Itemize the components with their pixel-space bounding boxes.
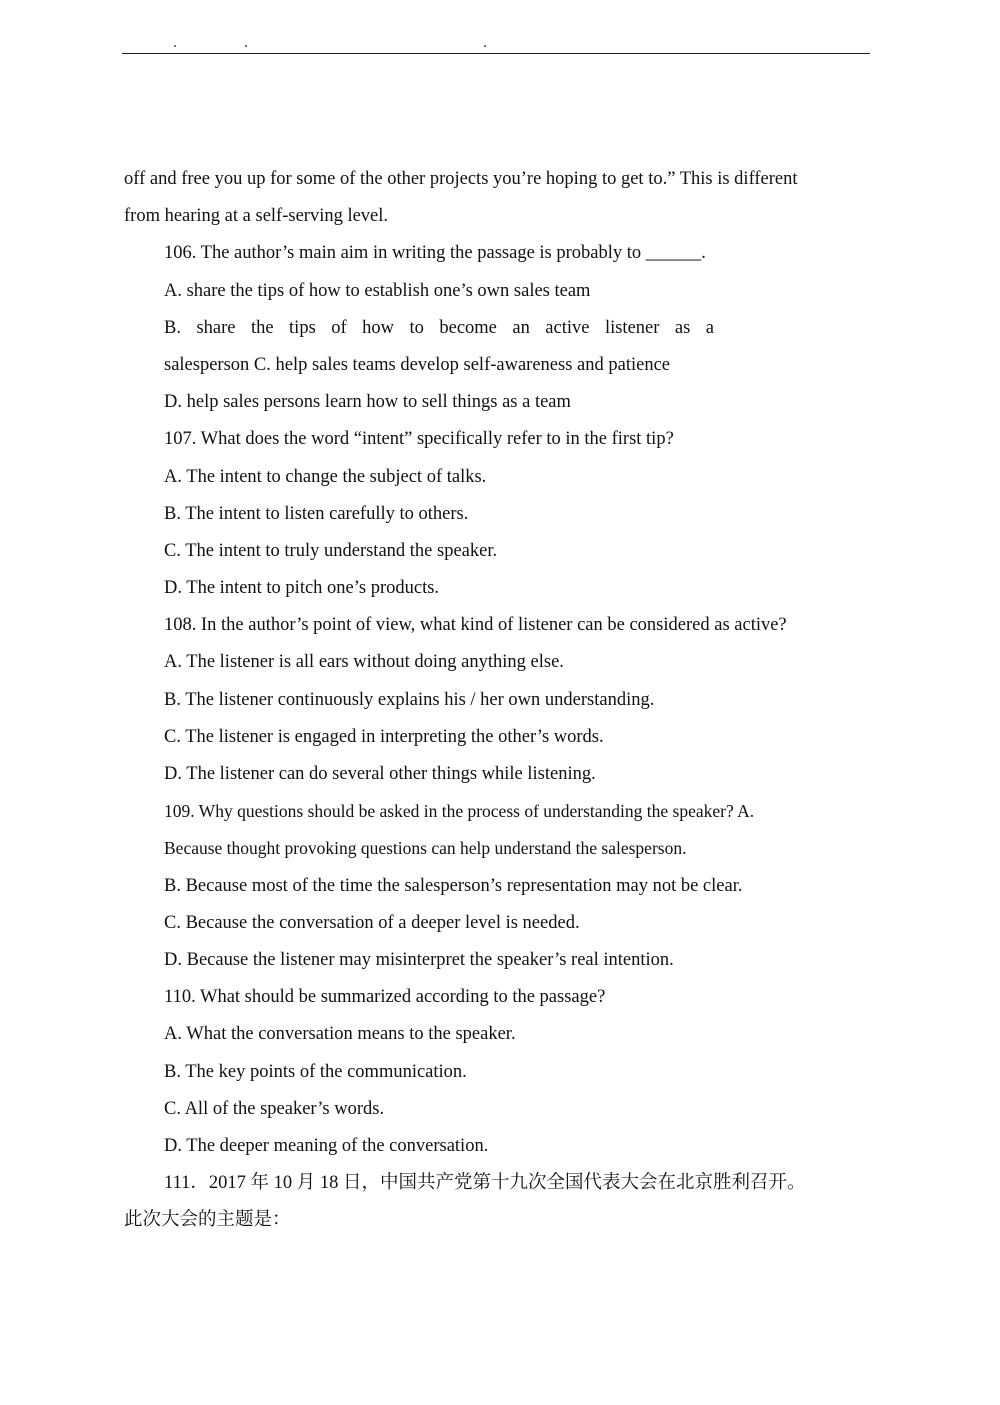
answer-option: B. share the tips of how to become an active listener as a	[164, 317, 714, 338]
answer-option: salesperson C. help sales teams develop self-awareness and patience	[164, 354, 670, 375]
answer-option: D. The listener can do several other things while listening.	[164, 764, 596, 784]
answer-option: D. The deeper meaning of the conversation.	[164, 1135, 489, 1156]
document-body	[124, 161, 864, 1239]
answer-option: B. Because most of the time the salesperson’s representation may not be clear.	[164, 875, 743, 896]
passage-line: off and free you up for some of the other projects you’re hoping to get to.” This is different	[124, 169, 798, 189]
answer-option: A. share the tips of how to establish one’s own sales team	[164, 280, 591, 301]
answer-option: B. The intent to listen carefully to others.	[164, 503, 469, 524]
question-stem: 109. Why questions should be asked in the process of understanding the speaker? A.	[164, 801, 755, 822]
question-stem: 此次大会的主题是：	[124, 1210, 291, 1231]
answer-option: Because thought provoking questions can help understand the salesperson.	[164, 838, 687, 859]
question-stem: 107. What does the word “intent” specifically refer to in the first tip?	[164, 429, 674, 450]
question-stem: 111．2017 年 10 月 18 日，中国共产党第十九次全国代表大会在北京胜利召开。	[164, 1173, 806, 1194]
header-dot	[245, 45, 247, 47]
answer-option: D. help sales persons learn how to sell things as a team	[164, 392, 571, 413]
header-dot	[484, 45, 486, 47]
question-stem: 108. In the author’s point of view, what kind of listener can be considered as active?	[164, 615, 787, 636]
answer-option: C. The listener is engaged in interpreting the other’s words.	[164, 726, 604, 747]
answer-option: C. Because the conversation of a deeper level is needed.	[164, 912, 580, 933]
answer-option: A. The listener is all ears without doing anything else.	[164, 652, 564, 673]
answer-option: A. The intent to change the subject of talks.	[164, 466, 487, 487]
answer-option: C. The intent to truly understand the speaker.	[164, 540, 498, 561]
answer-option: B. The key points of the communication.	[164, 1061, 467, 1082]
header-dot	[174, 45, 176, 47]
question-stem: 106. The author’s main aim in writing the passage is probably to ______.	[164, 243, 706, 264]
answer-option: D. Because the listener may misinterpret the speaker’s real intention.	[164, 949, 674, 970]
answer-option: A. What the conversation means to the speaker.	[164, 1024, 516, 1045]
answer-option: C. All of the speaker’s words.	[164, 1098, 385, 1119]
header-rule	[122, 53, 870, 54]
question-stem: 110. What should be summarized according to the passage?	[164, 987, 606, 1008]
answer-option: D. The intent to pitch one’s products.	[164, 578, 440, 599]
passage-line: from hearing at a self-serving level.	[124, 206, 389, 227]
answer-option: B. The listener continuously explains his / her own understanding.	[164, 689, 655, 710]
